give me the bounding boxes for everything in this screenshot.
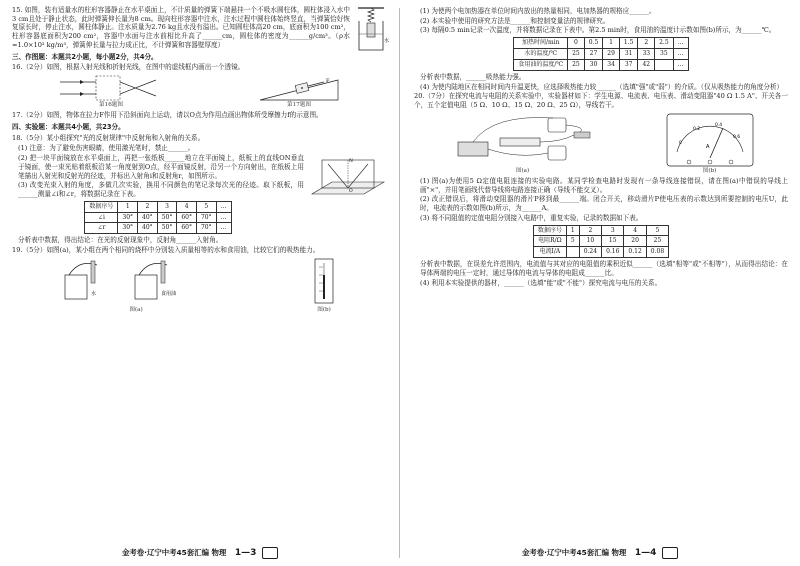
figures-16-17 <box>12 74 388 109</box>
question-20-analysis: 分析表中数据，在误差允许范围内，电流值与其对应的电阻值的乘积近似______（选填"相等"或"不相等"），从而得出结论：在导体两端的电压一定时，通过导体的电流与导体的电阻成______比。 <box>420 260 788 277</box>
svg-text:A: A <box>705 143 709 150</box>
logo-icon <box>262 547 278 559</box>
question-18-conclusion: 分析表中数据，得出结论：在光的反射现象中，反射角______入射角。 <box>18 236 223 245</box>
table-row: ∠r 30° 40° 50° 60° 70° … <box>85 223 231 234</box>
question-20-part-1: (1) 图(a)为使用5 Ω定值电阻连接的实验电路。某同学检查电路时发现有一条导线连接错误，请在图(a)中错误的导线上画"×"，并用笔画线代替导线将电路连接正确（导线不能交叉）。 <box>420 177 788 194</box>
table-row: 电流I/A 0.24 0.16 0.12 0.08 <box>533 247 668 258</box>
question-20-part-4: (4) 利用本实验提供的器材，______（选填"能"或"不能"）探究电流与电压的关系。 <box>420 278 662 287</box>
logo-icon <box>662 547 678 559</box>
table-row: 数据序号 1 2 3 4 5 … <box>85 201 231 212</box>
water-label: 水 <box>384 38 390 44</box>
page-number: 1—4 <box>634 548 657 559</box>
svg-text:F: F <box>326 77 330 84</box>
question-20-table <box>533 225 669 259</box>
figure-20-b-caption: 图(b) <box>702 167 717 174</box>
figure-20-b <box>665 112 755 175</box>
figure-19-b <box>309 257 339 314</box>
page-number: 1—3 <box>234 548 257 559</box>
left-column <box>12 6 388 316</box>
figure-16 <box>56 74 166 109</box>
question-18-figure <box>308 154 388 201</box>
footer-title: 金考卷·辽宁中考45套汇编 物理 <box>121 548 227 558</box>
question-19-part-1: (1) 为使两个电加热器在单位时间内放出的热量相同，电加热器的规格应______。 <box>420 7 656 15</box>
question-20-part-2: (2) 改正错误后，将滑动变阻器的滑片P移到最______端。闭合开关，移动滑片P使电压表的示数达到所要控制的电压U，此时，电流表的示数如图(b)所示，为______A。 <box>420 195 788 213</box>
table-row: ∠i 30° 40° 50° 60° 70° … <box>85 212 231 223</box>
question-15-text: 15. 如图，装有适量水的柱形容器静止在水平桌面上，不计质量的弹簧下端悬挂一个不吸水圆柱体，圆柱体浸入水中3 cm且处于静止状态，此时弹簧伸长量为8 cm。现向柱形容器中注水，注水过程中圆柱体始终竖直，当弹簧恰好恢复原长时，停止注水，圆柱体静止。注水质量为2.76 kg且水没有溢出。已知圆柱体高20 cm，底面积为100 cm²，柱形容器底面积为200 cm²，容器中水面与注水前相比升高了______cm，圆柱体的密度为______g/cm³。（ρ水=1.0×10³ kg/m³，弹簧伸长量与拉力成正比，不计弹簧和容器壁厚度） <box>12 6 350 49</box>
question-18-part-3: (3) 改变光束入射的角度，多做几次实验，换用不同颜色的笔记录每次光的径迹。取下纸板，用______测量∠i和∠r，将数据记录在下表。 <box>18 181 304 198</box>
svg-text:N: N <box>349 159 353 165</box>
figure-19-a-caption: 图(a) <box>129 306 143 313</box>
question-19-table <box>513 37 688 71</box>
water-label: 水 <box>91 290 97 297</box>
figures-19 <box>12 257 388 314</box>
svg-text:0: 0 <box>678 140 682 146</box>
figure-19-a <box>61 257 211 314</box>
svg-text:0.2: 0.2 <box>692 126 700 132</box>
question-19-analysis: 分析表中数据，______吸热能力强。 <box>420 72 526 81</box>
figures-20 <box>414 112 788 175</box>
question-18: 18.（5分）某小组探究"光的反射规律"中反射角和入射角的关系。 <box>12 133 205 142</box>
table-row: 加热时间/min 0 0.5 1 1.5 2 2.5 … <box>514 38 688 49</box>
section-3-heading: 三、作图题：本题共2小题，每小题2分，共4分。 <box>12 52 158 61</box>
figure-16-caption: 第16题图 <box>99 101 123 108</box>
table-row: 电阻R/Ω 5 10 15 20 25 <box>533 236 668 247</box>
question-18-table <box>84 201 231 235</box>
figure-17-caption: 第17题图 <box>287 101 311 108</box>
question-19-part-2: (2) 本实验中使用的研究方法是______和控制变量法的规律研究。 <box>420 16 610 25</box>
question-19: 19.（5分）如图(a)，某小组在两个相同的烧杯中分别装入质量相等的水和食用油，比较它们的吸热能力。 <box>12 246 320 255</box>
question-20-part-3: (3) 将不同阻值的定值电阻分别接入电路中，重复实验，记录的数据如下表。 <box>420 213 643 222</box>
footer-left <box>0 547 400 560</box>
question-18-part-2-text: (2) 把一块平面镜放在水平桌面上，再把一张纸板______地立在平面镜上，纸板上的直线ON垂直于镜面，使一束光贴着纸板沿某一角度射到O点，经平面镜反射，沿另一个方向射出，在纸板上用笔描出入射光和反射光的径迹，并标出入射角i和反射角r，如图所示。 <box>18 154 304 180</box>
table-row: 食用油的温度/℃ 25 30 34 37 42 … <box>514 59 688 70</box>
section-4-heading: 四、实验题：本题共4小题，共23分。 <box>12 123 125 131</box>
svg-text:O: O <box>349 189 353 195</box>
oil-label: 食用油 <box>161 290 177 297</box>
right-page <box>400 0 800 566</box>
table-row: 水的温度/℃ 25 27 29 31 33 35 … <box>514 49 688 60</box>
question-19-part-4: (4) 为使内陆地区在相同时间内升温更快，应选择吸热能力较______（选填"强"或"弱"）的介质。（仅从吸热能力的角度分析） <box>420 82 784 91</box>
table-row: 数据序号 1 2 3 4 5 <box>533 225 668 236</box>
footer-title: 金考卷·辽宁中考45套汇编 物理 <box>521 548 627 558</box>
question-16: 16.（2分）如图，根据入射光线和折射光线，在图中的虚线框内画出一个透镜。 <box>12 63 245 72</box>
svg-text:0.6: 0.6 <box>732 134 740 140</box>
question-20: 20.（7分）在探究电流与电阻的关系实验中，实验器材如下：学生电源、电流表、电压表、滑动变阻器"40 Ω 1.5 A"、开关各一个，五个定值电阻（5 Ω、10 Ω、15 Ω、20 Ω、25 Ω），导线若干。 <box>414 92 788 109</box>
question-17: 17.（2分）如图，物体在拉力F作用下沿斜面向上运动，请以O点为作用点画出物体所受摩擦力f的示意图。 <box>12 111 323 120</box>
question-15-figure <box>354 6 388 55</box>
question-18-part-1: (1) 注意：为了避免伤害眼睛，使用激光笔时，禁止______。 <box>18 144 195 153</box>
figure-20-a <box>448 112 598 175</box>
footer-right <box>400 547 800 560</box>
figure-19-b-caption: 图(b) <box>317 306 331 313</box>
figure-17 <box>254 74 344 109</box>
svg-text:0.4: 0.4 <box>714 122 722 128</box>
question-19-part-3: (3) 每隔0.5 min记录一次温度，并将数据记录在下表中。第2.5 min时，食用油的温度计示数如图(b)所示，为______℃。 <box>420 26 776 35</box>
figure-20-a-caption: 图(a) <box>515 167 530 174</box>
right-column <box>414 6 788 288</box>
question-15 <box>12 6 388 50</box>
